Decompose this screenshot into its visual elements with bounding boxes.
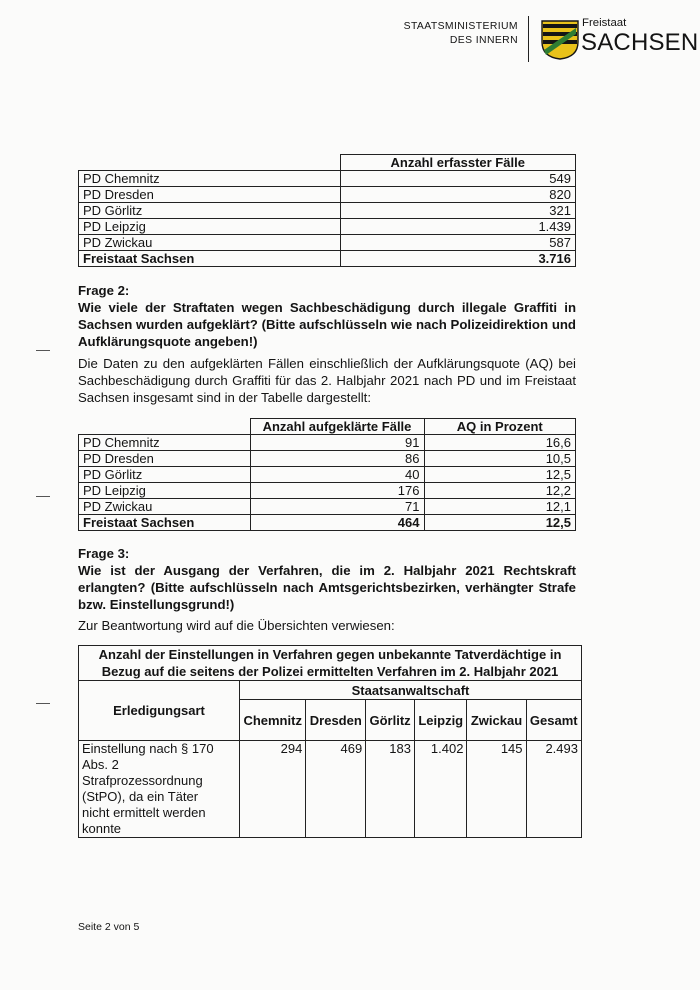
table-row: PD Görlitz 321 <box>79 203 576 219</box>
brand-sachsen: SACHSEN <box>581 29 699 56</box>
header-divider <box>528 16 529 62</box>
question-2-text: Wie viele der Straftaten wegen Sachbeschädigung durch illegale Graffiti in Sachsen wurden aufgeklärt? (Bitte aufschlüsseln wie nach Polizeidirektion und Aufklärungsquote angeben!) <box>78 300 576 349</box>
table-row: PD Leipzig 1.439 <box>79 219 576 235</box>
table-row: PD Leipzig 176 12,2 <box>79 483 576 499</box>
table-row: PD Dresden 86 10,5 <box>79 451 576 467</box>
ministry-name <box>370 20 518 48</box>
table-row: Einstellung nach § 170 Abs. 2 Strafprozessordnung (StPO), da ein Täter nicht ermittelt werden konnte 294 469 183 1.402 145 2.493 <box>79 741 582 838</box>
dismissals-table <box>78 645 582 838</box>
table-header-row <box>79 419 576 435</box>
cases-column-header: Anzahl erfasster Fälle <box>340 155 576 171</box>
dismissals-table-title: Anzahl der Einstellungen in Verfahren gegen unbekannte Tatverdächtige in Bezug auf die seitens der Polizei ermittelten Verfahren im 2. Halbjahr 2021 <box>79 646 582 681</box>
cases-table <box>78 154 576 267</box>
question-2-heading: Frage 2: <box>78 283 130 298</box>
table-header-row: Chemnitz Dresden Görlitz Leipzig Zwickau Gesamt <box>79 700 582 741</box>
prosecution-group-header: Staatsanwaltschaft <box>240 681 582 700</box>
table-row: PD Chemnitz 549 <box>79 171 576 187</box>
question-3-heading: Frage 3: <box>78 546 130 561</box>
dismissal-type-label: Einstellung nach § 170 Abs. 2 Strafprozessordnung (StPO), da ein Täter nicht ermittelt werden konnte <box>79 741 240 838</box>
table-row: PD Chemnitz 91 16,6 <box>79 435 576 451</box>
cleared-cases-table <box>78 418 576 531</box>
answer-3-text: Zur Beantwortung wird auf die Übersichten verwiesen: <box>78 618 395 633</box>
aq-column-header: AQ in Prozent <box>424 419 576 435</box>
table-total-row: Freistaat Sachsen 464 12,5 <box>79 515 576 531</box>
table-total-row: Freistaat Sachsen 3.716 <box>79 251 576 267</box>
type-column-header: Erledigungsart <box>79 681 240 741</box>
margin-mark <box>36 350 50 351</box>
table-row: PD Zwickau 587 <box>79 235 576 251</box>
margin-mark <box>36 703 50 704</box>
saxony-crest-icon <box>541 20 579 60</box>
cleared-cases-column-header: Anzahl aufgeklärte Fälle <box>250 419 424 435</box>
brand-freistaat: Freistaat <box>582 17 627 29</box>
ministry-line-2: DES INNERN <box>449 35 518 46</box>
table-row: PD Görlitz 40 12,5 <box>79 467 576 483</box>
margin-mark <box>36 496 50 497</box>
table-row: PD Zwickau 71 12,1 <box>79 499 576 515</box>
question-3-text: Wie ist der Ausgang der Verfahren, die im 2. Halbjahr 2021 Rechtskraft erlangten? (Bitte aufschlüsseln nach Amtsgerichtsbezirken, verhängter Strafe bzw. Einstellungsgrund!) <box>78 563 576 612</box>
answer-2-text: Die Daten zu den aufgeklärten Fällen einschließlich der Aufklärungsquote (AQ) bei Sachbeschädigung durch Graffiti für das 2. Halbjahr 2021 nach PD und im Freistaat Sachsen insgesamt sind in der Tabelle dargestellt: <box>78 356 576 405</box>
page-number: Seite 2 von 5 <box>78 921 140 933</box>
table-header-row <box>79 155 576 171</box>
ministry-line-1: STAATSMINISTERIUM <box>403 21 518 32</box>
table-row: PD Dresden 820 <box>79 187 576 203</box>
